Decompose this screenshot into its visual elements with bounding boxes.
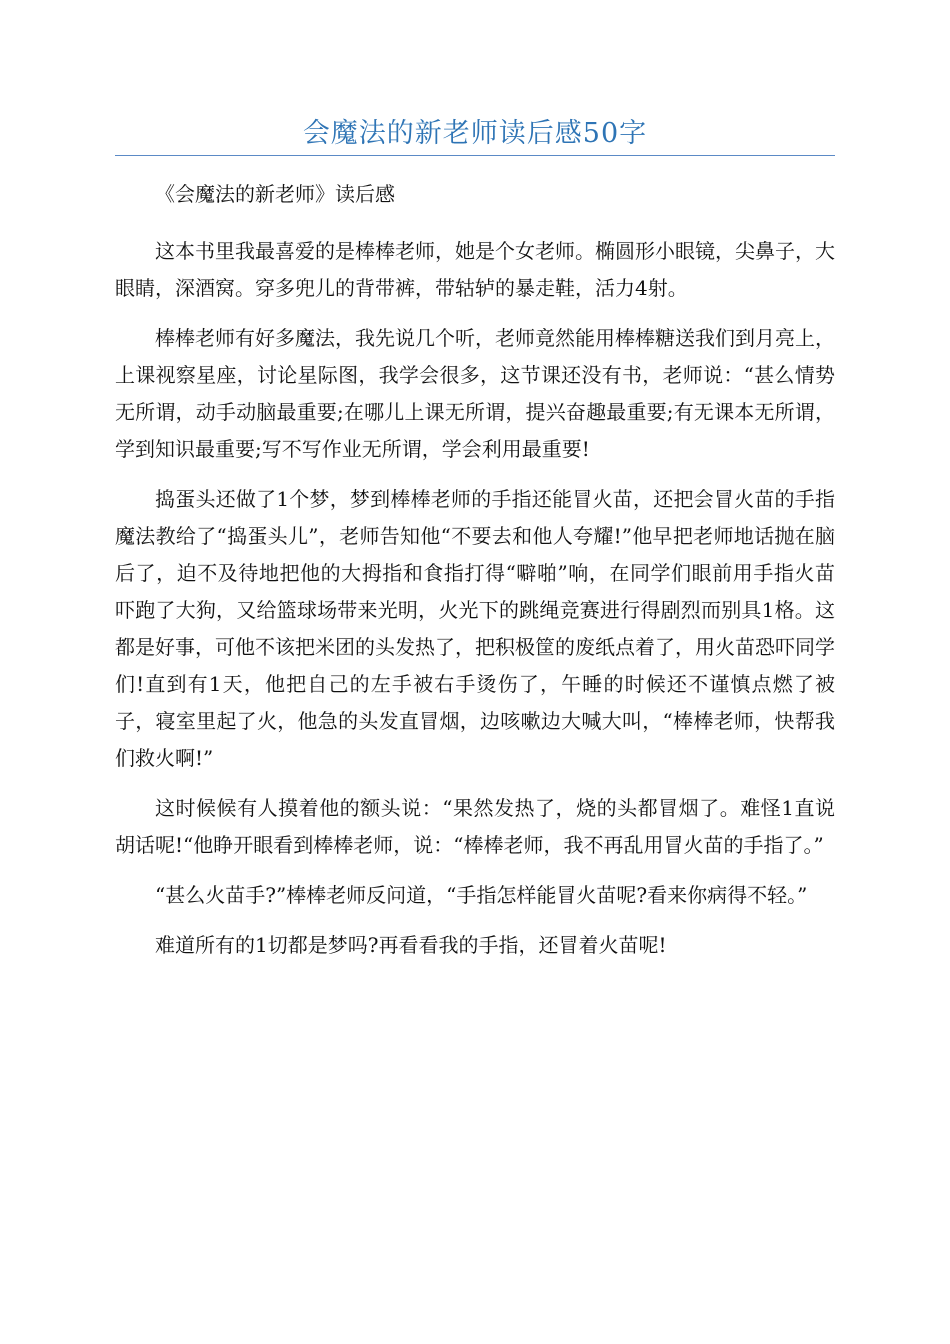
- paragraph-book-title: 《会魔法的新老师》读后感: [155, 182, 395, 206]
- paragraph: 难道所有的1切都是梦吗?再看看我的手指，还冒着火苗呢!: [155, 933, 667, 957]
- document-title: 会魔法的新老师读后感50字: [302, 118, 648, 149]
- title-divider: [115, 155, 835, 156]
- paragraph: 捣蛋头还做了1个梦，梦到棒棒老师的手指还能冒火苗，还把会冒火苗的手指魔法教给了“捣蛋头儿”，老师告知他“不要去和他人夸耀!”他早把老师地话抛在脑后了，迫不及待地把他的大拇指和食指打得“噼啪”响，在同学们眼前用手指火苗吓跑了大狗，又给篮球场带来光明，火光下的跳绳竞赛进行得剧烈而别具1格。这都是好事，可他不该把米团的头发热了，把积极筐的废纸点着了，用火苗恐吓同学们!直到有1天，他把自己的左手被右手烫伤了，午睡的时候还不谨慎点燃了被子，寝室里起了火，他急的头发直冒烟，边咳嗽边大喊大叫，“棒棒老师，快帮我们救火啊!”: [115, 487, 835, 770]
- paragraph: 这时候候有人摸着他的额头说：“果然发热了，烧的头都冒烟了。难怪1直说胡话呢!“他睁开眼看到棒棒老师，说：“棒棒老师，我不再乱用冒火苗的手指了。”: [115, 796, 835, 857]
- document-body: [115, 176, 835, 977]
- paragraph: 棒棒老师有好多魔法，我先说几个听，老师竟然能用棒棒糖送我们到月亮上，上课视察星座，讨论星际图，我学会很多，这节课还没有书，老师说：“甚么情势无所谓，动手动脑最重要;在哪儿上课无所谓，提兴奋趣最重要;有无课本无所谓，学到知识最重要;写不写作业无所谓，学会利用最重要!: [115, 326, 835, 461]
- paragraph: “甚么火苗手?”棒棒老师反问道，“手指怎样能冒火苗呢?看来你病得不轻。”: [155, 883, 808, 907]
- paragraph: 这本书里我最喜爱的是棒棒老师，她是个女老师。椭圆形小眼镜，尖鼻子，大眼睛，深酒窝。穿多兜儿的背带裤，带轱轳的暴走鞋，活力4射。: [115, 239, 835, 300]
